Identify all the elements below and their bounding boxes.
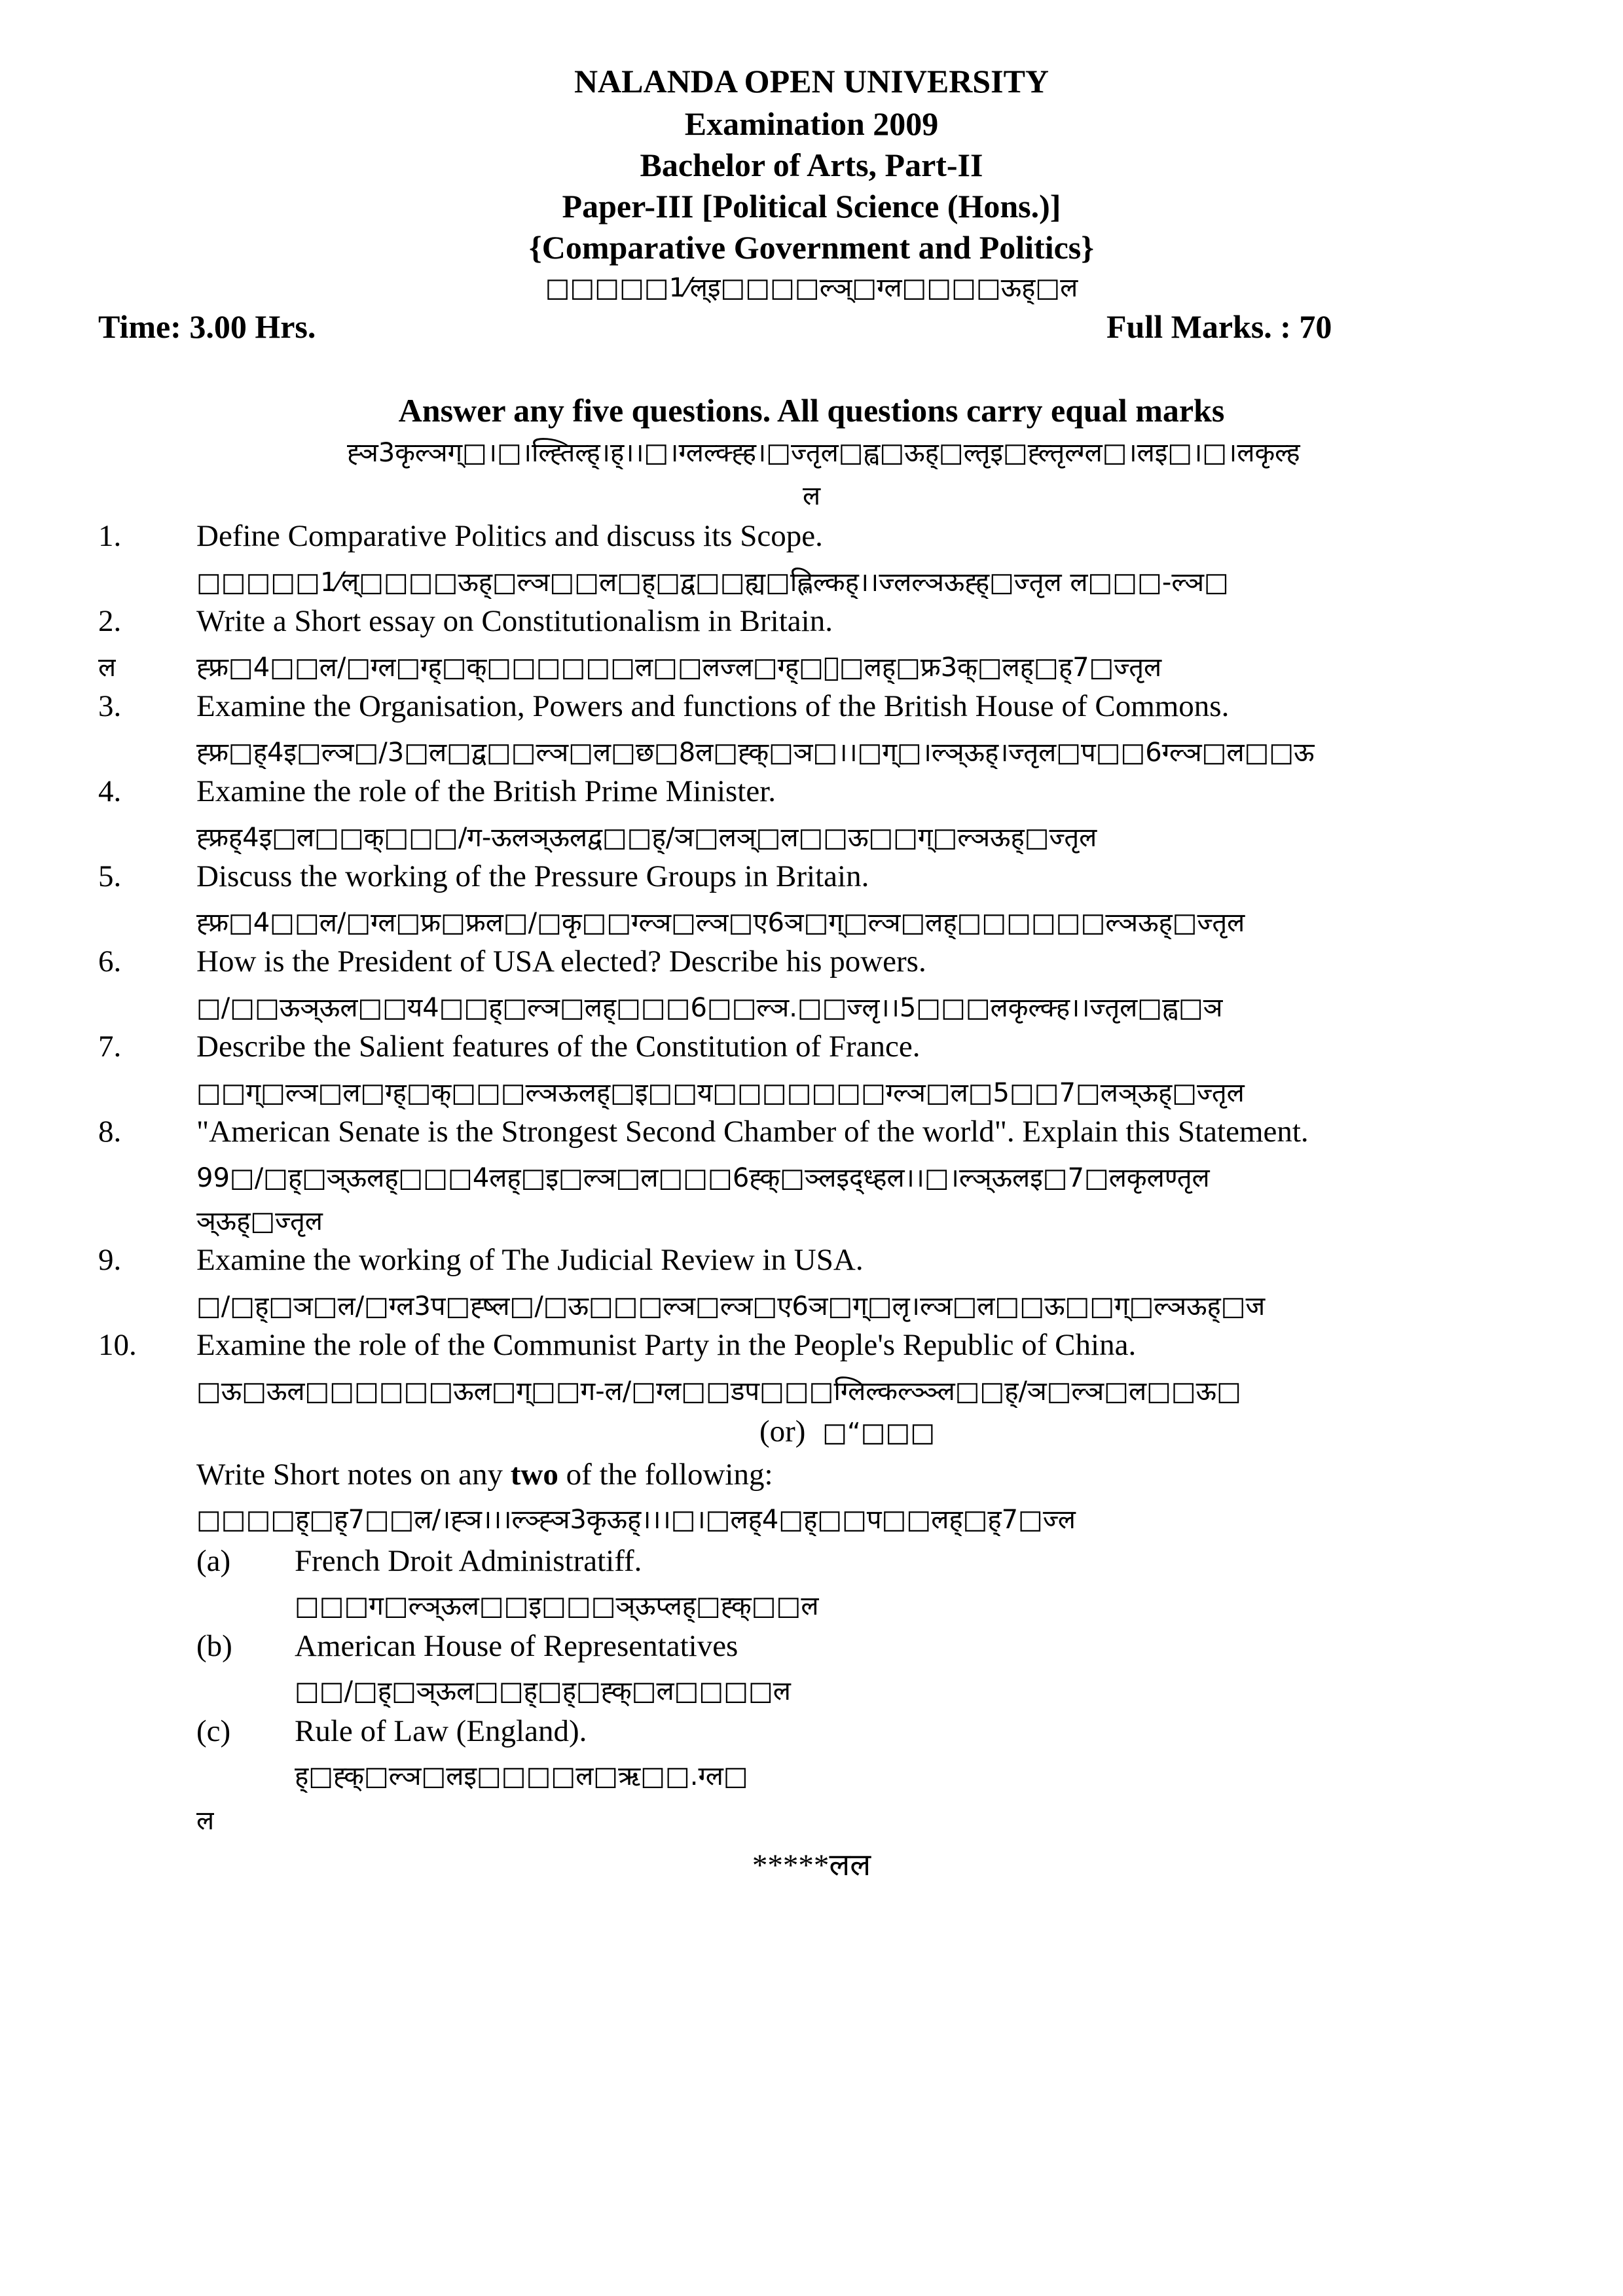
question-hindi: □/□ह्□ञ□ल/□ग्ल3प□ह्ष्ल□/□ऊ□□□ल्ञ□ल्ञ□ए6ञ□ग्□लृ।ल्ञ□ल□□ऊ□□ग्□ल्ञऊह्□ज <box>196 1291 1266 1321</box>
sub-item-label: (c) <box>196 1714 231 1748</box>
instructions-hindi: ह्ञ3कृल्ञग्□।□।ल्ह्तिल्ह्।ह्।।□।ग्लल्क्ह्ह।□ज्तृल□ह्व□ऊह्□ल्तृइ□ह्ल्तृल्ग्ल□।लइ□।□।लकृल्ह <box>347 438 1300 468</box>
question-number: 5. <box>98 859 122 893</box>
question-hindi: □□□□□1⁄ल्□□□□ऊह्□ल्ञ□□ल□ह्□द्व□□ह्य□ह्लिल्कह्।।ज्लल्ञऊह्ह्□ज्तृल ल□□□-ल्ञ□ <box>196 567 1229 598</box>
or-divider <box>759 1414 935 1449</box>
short-notes-hindi: □□□□ह्□ह्7□□ल/।ह्ञ।।।ल्ञ्ह्ञ3कृऊह्।।।□।□लह्4□ह्□□प□□लह्□ह्7□ज्ल <box>196 1505 1076 1535</box>
notes-suffix: of the following: <box>558 1458 773 1492</box>
question-number: 10. <box>98 1328 137 1362</box>
question-hindi-cont: ञ्ऊह्□ज्तृल <box>196 1206 323 1236</box>
or-label: (or) <box>759 1414 806 1448</box>
subject-title: {Comparative Government and Politics} <box>529 229 1094 266</box>
university-title: NALANDA OPEN UNIVERSITY <box>574 63 1049 99</box>
short-notes-instruction <box>196 1457 773 1492</box>
question-text: "American Senate is the Strongest Second Chamber of the world". Explain this Statement. <box>196 1115 1309 1149</box>
instructions-hindi-cont: ल <box>802 481 821 511</box>
or-hindi: □“□□□ <box>822 1418 936 1448</box>
end-marker: *****लल <box>752 1848 871 1882</box>
question-hindi: □□ग्□ल्ञ□ल□ग्ह्□क्□□□ल्ञऊलह्□इ□□य□□□□□□□ग्ल्ञ□ल□5□□7□लञ्ऊह्□ज्तृल <box>196 1078 1245 1108</box>
question-number: 9. <box>98 1243 122 1277</box>
question-hindi: ह्फ्र□4□□ल/□ग्ल□फ्र□फ्रल□/□कृ□□ग्ल्ञ□ल्ञ□ए6ञ□ग्□ल्ञ□लह्□□□□□□ल्ञऊह्□ज्तृल <box>196 908 1245 938</box>
question-hindi: □ऊ□ऊल□□□□□□ऊल□ग्□□ग-ल/□ग्ल□□डप□□□ग्लिल्कल्ञ्ञ्ल□□ह्/ञ□ल्ञ□ल□□ऊ□ <box>196 1376 1241 1407</box>
question-hindi: □/□□ऊञ्ऊल□□य4□□ह्□ल्ञ□लह्□□□6□□ल्ञ.□□ज्लृ।।5□□□लकृल्क्ह।।ज्तृल□ह्व□ञ <box>196 993 1223 1023</box>
question-number: 6. <box>98 944 122 978</box>
question-text: Examine the working of The Judicial Review in USA. <box>196 1243 864 1277</box>
question-number: 3. <box>98 689 122 723</box>
question-text: Examine the role of the British Prime Minister. <box>196 774 776 808</box>
question-hindi: ह्फ्र□4□□ल/□ग्ल□ग्ह्□क्□□□□□□ल□□लज्ल□ग्ह्□ॅ□लह्□फ्र3क्□लह्□ह्7□ज्तृल <box>196 653 1162 683</box>
question-text: Describe the Salient features of the Constitution of France. <box>196 1030 921 1064</box>
question-text: Define Comparative Politics and discuss its Scope. <box>196 519 823 553</box>
question-number: 1. <box>98 519 122 553</box>
instructions: Answer any five questions. All questions carry equal marks <box>398 392 1225 429</box>
sub-item-text: Rule of Law (England). <box>295 1714 587 1748</box>
sub-item-label: (a) <box>196 1544 231 1578</box>
question-number: 7. <box>98 1030 122 1064</box>
exam-year: Examination 2009 <box>684 105 939 142</box>
question-hindi: 99□/□ह्□ञ्ऊलह्□□□4लह्□इ□ल्ञ□ल□□□6ह्क्□ञ्लइद्ध्हल।।□।ल्ञ्ऊलइ□7□लकृलण्तृल <box>196 1163 1210 1193</box>
question-number: 2. <box>98 604 122 638</box>
sub-item-text: French Droit Administratiff. <box>295 1544 642 1578</box>
question-hindi: ह्फ्रह्4इ□ल□□क्□□□/ग-ऊलञ्ऊलद्व□□ह्/ञ□लञ्□ल□□ऊ□□ग्□ल्ञऊह्□ज्तृल <box>196 823 1097 853</box>
question-text: Write a Short essay on Constitutionalism in Britain. <box>196 604 833 638</box>
hindi-subject: □□□□□1⁄ल्इ□□□□ल्ञ्□ग्ल□□□□ऊह्□ल <box>545 273 1078 303</box>
sub-item-text: American House of Representatives <box>295 1629 739 1663</box>
sub-item-label: (b) <box>196 1629 232 1663</box>
sub-item-hindi: ह्□ह्क्□ल्ञ□लइ□□□□ल□ऋ□□.ग्ल□ <box>295 1761 748 1791</box>
question-text: Discuss the working of the Pressure Groups in Britain. <box>196 859 869 893</box>
question-text: Examine the Organisation, Powers and functions of the British House of Commons. <box>196 689 1230 723</box>
question-number: 4. <box>98 774 122 808</box>
sub-item-hindi: □□/□ह्□ञ्ऊल□□ह्□ह्□ह्क्□ल□□□□ल <box>295 1676 791 1706</box>
full-marks: Full Marks. : 70 <box>1106 308 1332 345</box>
degree-title: Bachelor of Arts, Part-II <box>640 147 983 183</box>
question-text: Examine the role of the Communist Party in the People's Republic of China. <box>196 1328 1137 1362</box>
paper-title: Paper-III [Political Science (Hons.)] <box>562 188 1061 224</box>
exam-time: Time: 3.00 Hrs. <box>98 308 316 345</box>
question-number: 8. <box>98 1115 122 1149</box>
sub-item-hindi: □□□ग□ल्ञ्ऊल□□इ□□□ञ्ऊप्लह्□ह्क्□□ल <box>295 1591 819 1621</box>
question-text: How is the President of USA elected? Describe his powers. <box>196 944 926 978</box>
notes-count: two <box>510 1458 558 1492</box>
stray-hindi-char: ल <box>98 653 117 683</box>
question-hindi: ह्फ्र□ह्4इ□ल्ञ□/3□ल□द्व□□ल्ञ□ल□छ□8ल□ह्क्□ञ□।।□ग्□।ल्ञ्ऊह्।ज्तृल□प□□6ग्ल्ञ□ल□□ऊ <box>196 738 1315 768</box>
notes-prefix: Write Short notes on any <box>196 1458 511 1492</box>
trailing-hindi: ल <box>196 1806 215 1836</box>
